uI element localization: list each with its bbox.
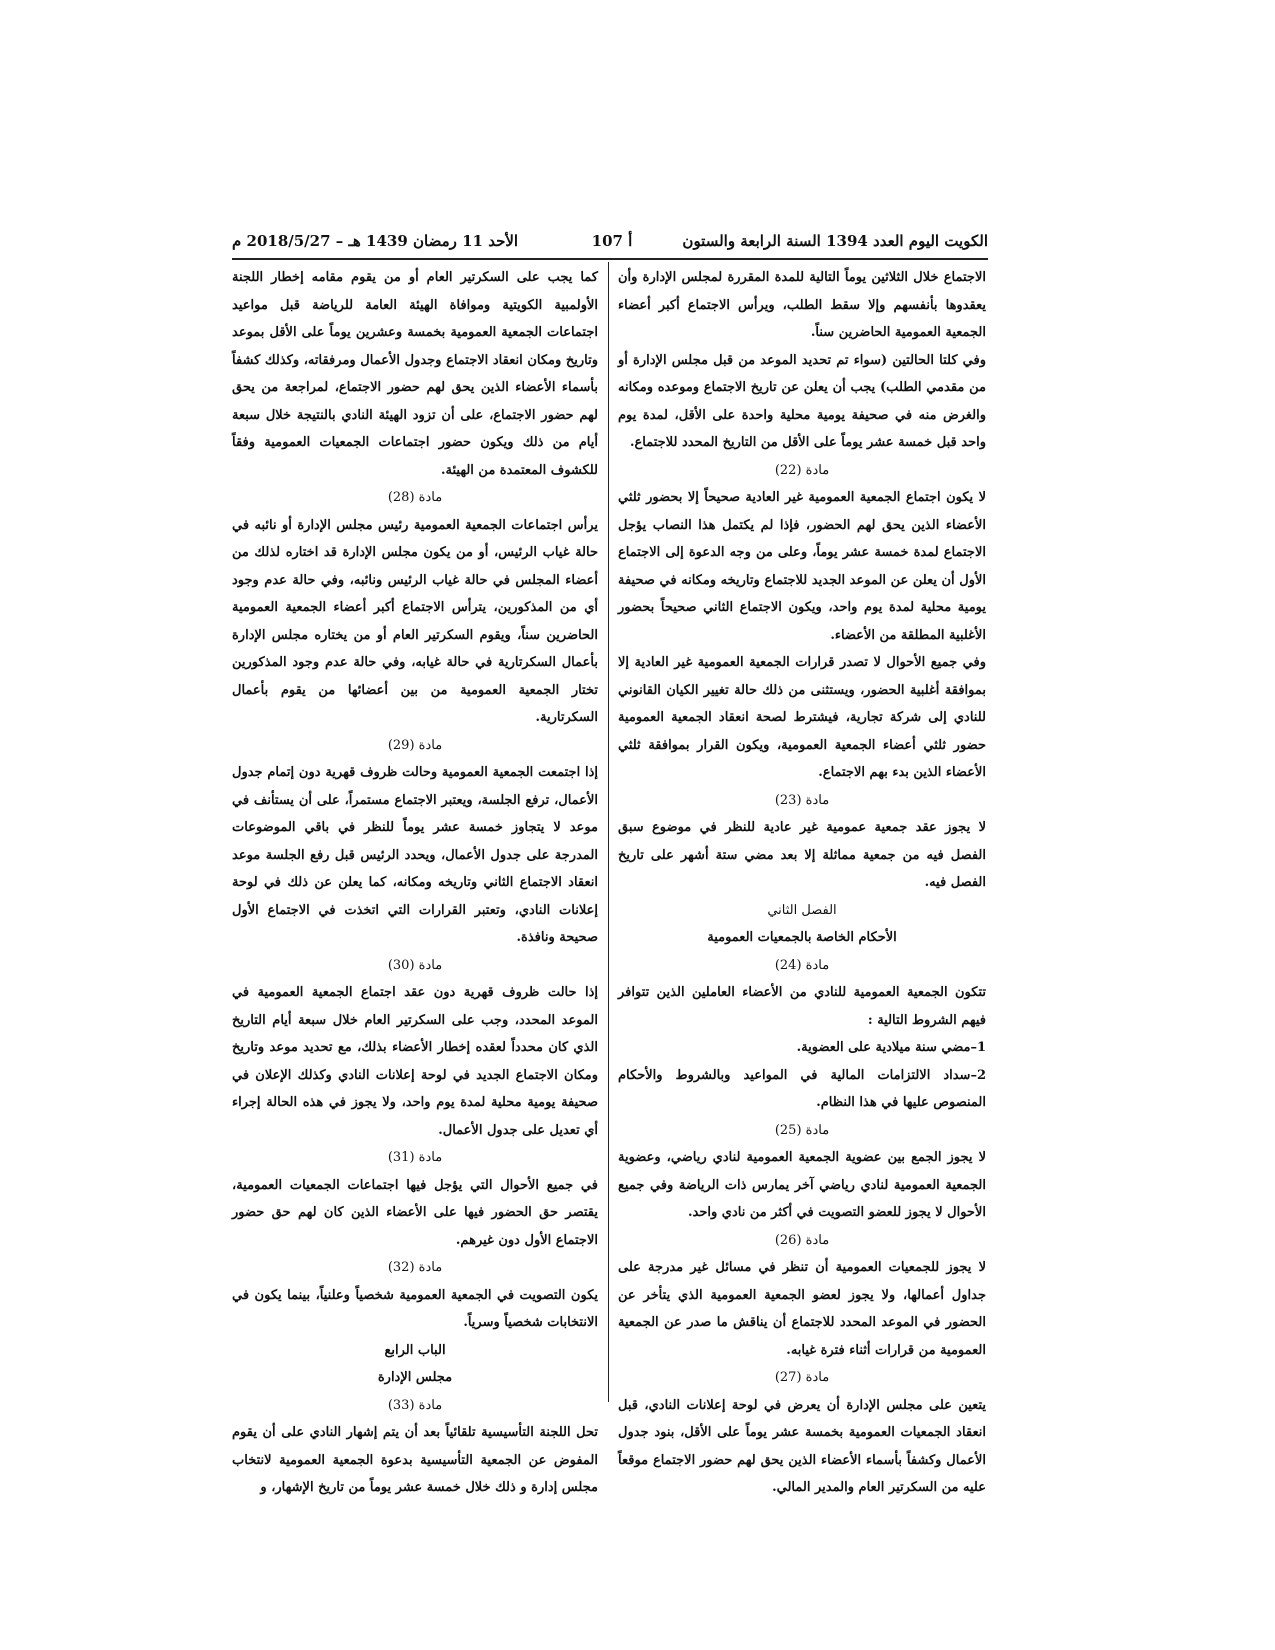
article-heading: مادة (29) [387,737,443,753]
article-heading: مادة (23) [774,792,830,808]
right-column [618,264,986,1502]
paragraph: لا يكون اجتماع الجمعية العمومية غير العادية صحيحاً إلا بحضور ثلثي الأعضاء الذين يحق لهم الحضور، فإذا لم يكتمل هذا النصاب يؤجل الاجتماع لمدة خمسة عشر يوماً، وعلى من وجه الدعوة إلى الاجتماع الأول أن يعلن عن الموعد الجديد للاجتماع وتاريخه ومكانه في صحيفة يومية محلية لمدة يوم واحد، ويكون الاجتماع الثاني صحيحاً بحضور الأغلبية المطلقة من الأعضاء. [618,490,986,643]
list-item: 2–سداد الالتزامات المالية في المواعيد وبالشروط والأحكام المنصوص عليها في هذا النظام. [618,1067,986,1110]
article-heading: مادة (33) [387,1397,443,1413]
chapter-title: الأحكام الخاصة بالجمعيات العمومية [707,930,897,945]
article-heading: مادة (27) [774,1370,830,1385]
article-heading: مادة (24) [774,957,830,973]
paragraph: كما يجب على السكرتير العام أو من يقوم مقامه إخطار اللجنة الأولمبية الكويتية وموافاة الهيئة العامة للرياضة قبل مواعيد اجتماعات الجمعية العمومية بخمسة وعشرين يوماً على الأقل بموعد وتاريخ ومكان انعقاد الاجتماع وجدول الأعمال ومرفقاته، وكذلك كشفاً بأسماء الأعضاء الذين يحق لهم حضور الاجتماع، لمراجعة من يحق لهم حضور الاجتماع، على أن تزود الهيئة النادي بالنتيجة خلال سبعة أيام من ذلك ويكون حضور اجتماعات الجمعيات العمومية وفقاً للكشوف المعتمدة من الهيئة. [232,270,598,478]
part-heading: الباب الرابع [384,1342,446,1358]
column-divider [608,262,609,1402]
paragraph: إذا اجتمعت الجمعية العمومية وحالت ظروف قهرية دون إتمام جدول الأعمال، ترفع الجلسة، ويعتبر الاجتماع مستمراً، على أن يستأنف في موعد لا يتجاوز خمسة عشر يوماً للنظر في باقي الموضوعات المدرجة على جدول الأعمال، ويحدد الرئيس قبل رفع الجلسة موعد انعقاد الاجتماع الثاني وتاريخه ومكانه، كما يعلن عن ذلك في لوحة إعلانات النادي، وتعتبر القرارات التي اتخذت في الاجتماع الأول صحيحة ونافذة. [232,765,598,945]
list-item: 1–مضي سنة ميلادية على العضوية. [796,1040,986,1055]
page-number: أ 107 [591,232,633,250]
paragraph: يرأس اجتماعات الجمعية العمومية رئيس مجلس الإدارة أو نائبه في حالة غياب الرئيس، أو من يكون مجلس الإدارة قد اختاره لذلك من أعضاء المجلس في حالة غياب الرئيس ونائبه، وفي حالة عدم وجود أي من المذكورين، يترأس الاجتماع أكبر أعضاء الجمعية العمومية الحاضرين سناً، ويقوم السكرتير العام أو من يختاره مجلس الإدارة بأعمال السكرتارية في حالة غيابه، وفي حالة عدم وجود المذكورين تختار الجمعية العمومية من بين أعضائها من يقوم بأعمال السكرتارية. [232,517,598,725]
article-heading: مادة (25) [774,1122,830,1138]
paragraph: تتكون الجمعية العمومية للنادي من الأعضاء العاملين الذين تتوافر فيهم الشروط التالية : [618,985,986,1028]
paragraph: إذا حالت ظروف قهرية دون عقد اجتماع الجمعية العمومية في الموعد المحدد، وجب على السكرتير العام خلال سبعة أيام التاريخ الذي كان محدداً لعقده إخطار الأعضاء بذلك، مع تحديد موعد وتاريخ ومكان الاجتماع الجديد في لوحة إعلانات النادي وكذلك الإعلان في صحيفة يومية محلية لمدة يوم واحد، ولا يجوز في هذه الحالة إجراء أي تعديل على جدول الأعمال. [232,985,598,1138]
paragraph: يتعين على مجلس الإدارة أن يعرض في لوحة إعلانات النادي، قبل انعقاد الجمعيات العمومية بخمسة عشر يوماً على الأقل، بنود جدول الأعمال وكشفاً بأسماء الأعضاء الذين يحق لهم حضور الاجتماع موقعاً عليه من السكرتير العام والمدير المالي. [618,1397,986,1495]
paragraph: لا يجوز عقد جمعية عمومية غير عادية للنظر في موضوع سبق الفصل فيه من جمعية مماثلة إلا بعد مضي ستة أشهر على تاريخ الفصل فيه. [618,820,986,890]
article-heading: مادة (22) [774,462,830,478]
paragraph: تحل اللجنة التأسيسية تلقائياً بعد أن يتم إشهار النادي على أن يقوم المفوض عن الجمعية التأسيسية بدعوة الجمعية العمومية لانتخاب مجلس إدارة و ذلك خلال خمسة عشر يوماً من تاريخ الإشهار، و [232,1425,598,1495]
paragraph: وفي كلتا الحالتين (سواء تم تحديد الموعد من قبل مجلس الإدارة أو من مقدمي الطلب) يجب أن يعلن عن تاريخ الاجتماع وموعده ومكانه والغرض منه في صحيفة يومية محلية واحدة على الأقل، لمدة يوم واحد قبل خمسة عشر يوماً على الأقل من التاريخ المحدد للاجتماع. [618,352,986,450]
article-heading: مادة (26) [774,1232,830,1248]
article-heading: مادة (32) [387,1260,443,1275]
header-date: الأحد 11 رمضان 1439 هـ – 2018/5/27 م [232,232,519,250]
paragraph: لا يجوز الجمع بين عضوية الجمعية العمومية لنادي رياضي، وعضوية الجمعية العمومية لنادي رياضي آخر يمارس ذات الرياضة وفي جميع الأحوال لا يجوز للعضو التصويت في أكثر من نادي واحد. [618,1150,986,1220]
article-heading: مادة (28) [387,490,443,505]
paragraph: الاجتماع خلال الثلاثين يوماً التالية للمدة المقررة لمجلس الإدارة وأن يعقدوها بأنفسهم وإلا سقط الطلب، ويرأس الاجتماع أكبر أعضاء الجمعية العمومية الحاضرين سناً. [618,270,986,340]
header-issue: الكويت اليوم العدد 1394 السنة الرابعة والستون [682,232,988,250]
paragraph: لا يجوز للجمعيات العمومية أن تنظر في مسائل غير مدرجة على جداول أعمالها، ولا يجوز لعضو الجمعية العمومية الذي يتأخر عن الحضور في الموعد المحدد للاجتماع أن يناقش ما صدر عن الجمعية العمومية من قرارات أثناء فترة غيابه. [618,1260,986,1358]
chapter-heading: الفصل الثاني [767,902,837,918]
paragraph: يكون التصويت في الجمعية العمومية شخصياً وعلنياً، بينما يكون في الانتخابات شخصياً وسرياً. [232,1287,598,1330]
header-rule [232,258,988,260]
paragraph: وفي جميع الأحوال لا تصدر قرارات الجمعية العمومية غير العادية إلا بموافقة أغلبية الحضور، ويستثنى من ذلك حالة تغيير الكيان القانوني للنادي إلى شركة تجارية، فيشترط لصحة انعقاد الجمعية العمومية حضور ثلثي أعضاء الجمعية العمومية، ويكون القرار بموافقة ثلثي الأعضاء الذين بدء بهم الاجتماع. [618,655,986,780]
article-heading: مادة (30) [387,957,443,973]
left-column [232,264,598,1502]
part-title: مجلس الإدارة [377,1370,453,1385]
paragraph: في جميع الأحوال التي يؤجل فيها اجتماعات الجمعيات العمومية، يقتصر حق الحضور فيها على الأعضاء الذين كان لهم حق حضور الاجتماع الأول دون غيرهم. [232,1177,598,1248]
page-header [232,230,988,256]
article-heading: مادة (31) [387,1150,443,1165]
